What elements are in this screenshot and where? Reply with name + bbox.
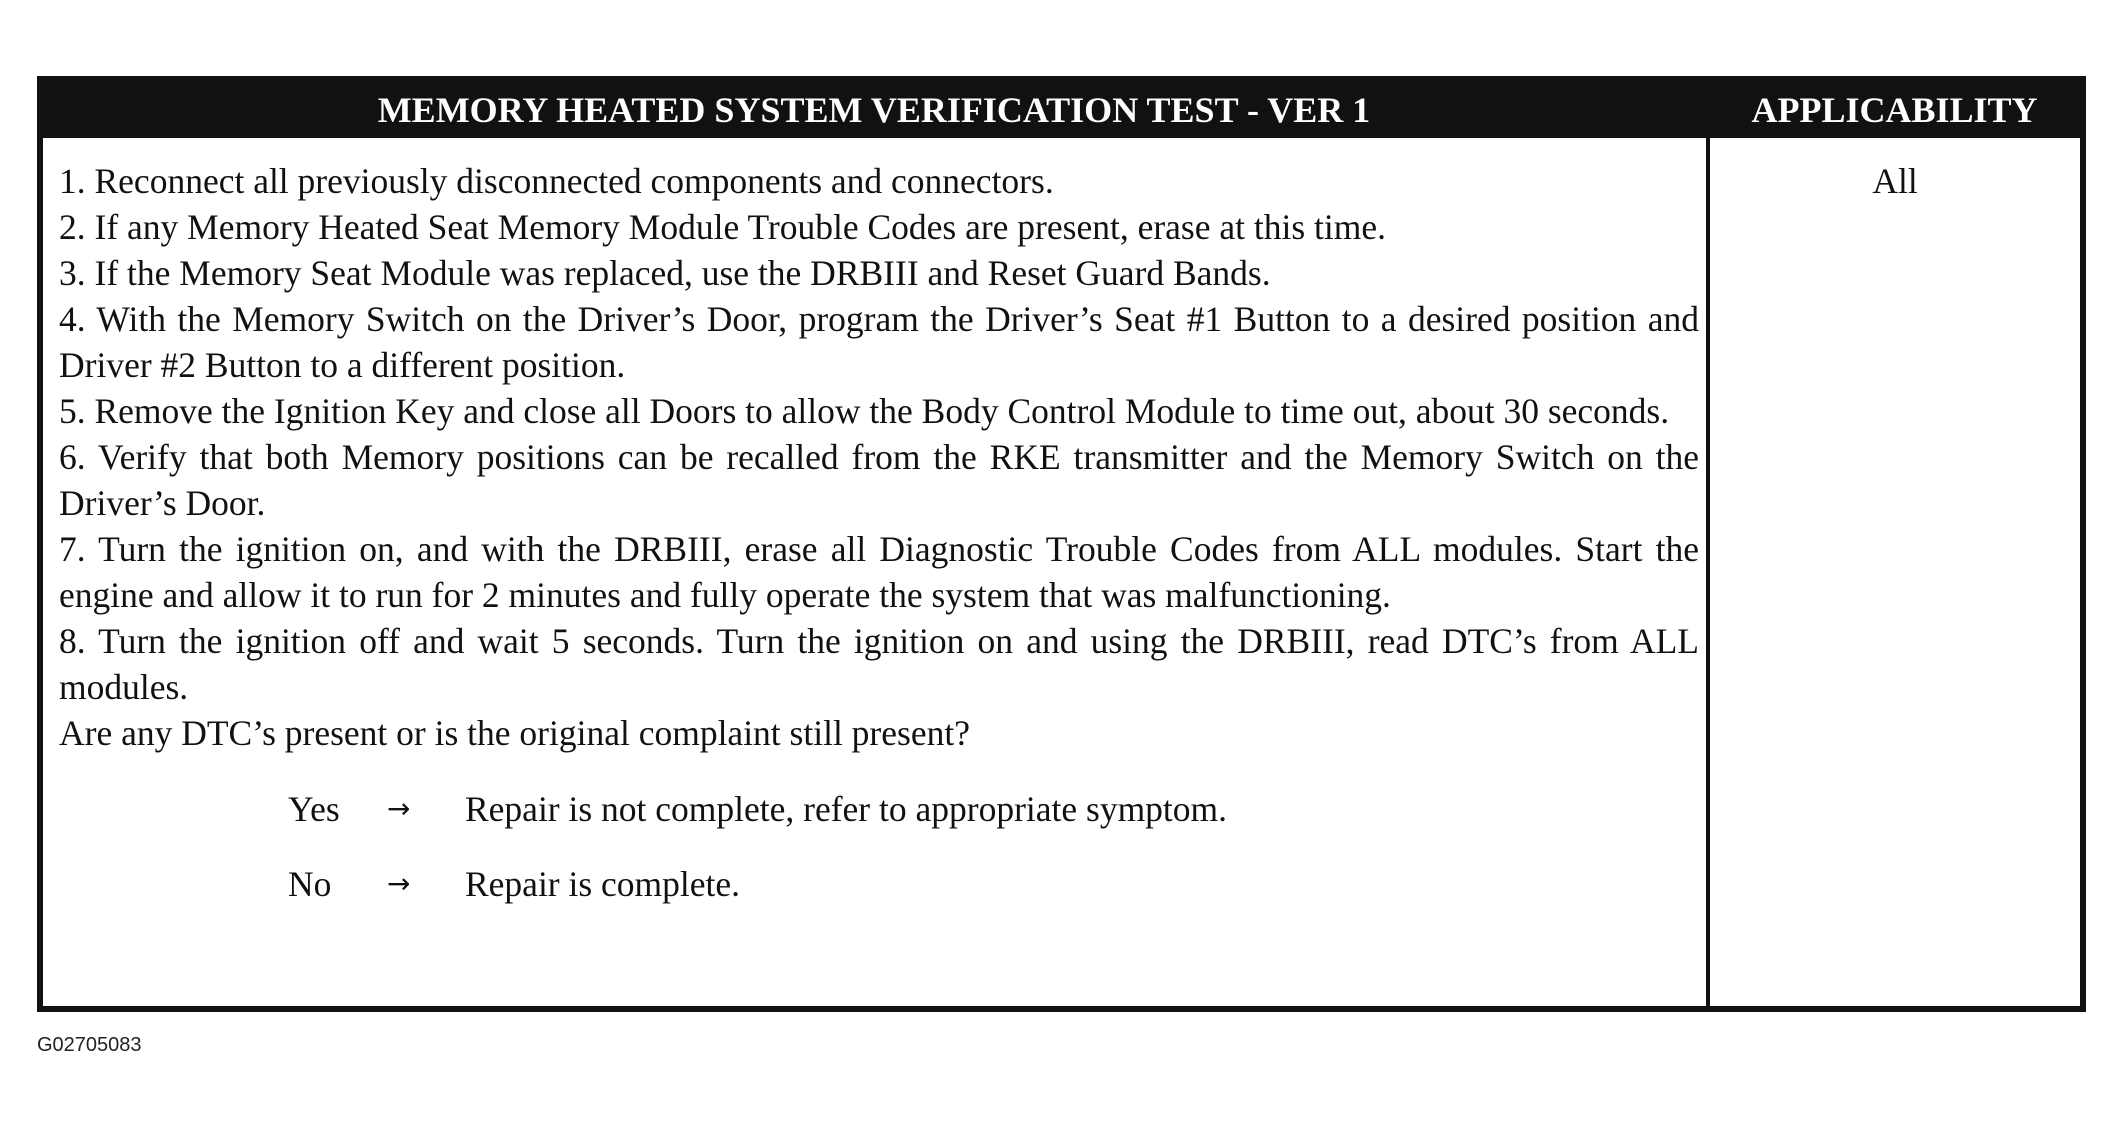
answer-yes-text: Repair is not complete, refer to appropriate symptom. — [465, 789, 1228, 829]
applicability-value: All — [1872, 161, 1918, 201]
table-header — [43, 82, 2080, 138]
step-6: 6. Verify that both Memory positions can be recalled from the RKE transmitter and the Memory Switch on the Driver’s Door. — [59, 437, 1699, 523]
step-3: 3. If the Memory Seat Module was replaced, use the DRBIII and Reset Guard Bands. — [59, 253, 1271, 293]
arrow-right-icon: → — [387, 792, 411, 825]
column-divider — [1706, 138, 1710, 1006]
test-question: Are any DTC’s present or is the original complaint still present? — [59, 713, 970, 753]
step-5: 5. Remove the Ignition Key and close all Doors to allow the Body Control Module to time out, about 30 seconds. — [59, 391, 1670, 431]
answer-no-label: No — [288, 864, 332, 904]
verification-test-table — [37, 76, 2086, 1012]
answer-no — [59, 861, 1699, 907]
step-1: 1. Reconnect all previously disconnected components and connectors. — [59, 161, 1054, 201]
step-7: 7. Turn the ignition on, and with the DRBIII, erase all Diagnostic Trouble Codes from ALL modules. Start the engine and allow it to run for 2 minutes and fully operate the system that was malfunctioning. — [59, 529, 1699, 615]
step-2: 2. If any Memory Heated Seat Memory Module Trouble Codes are present, erase at this time. — [59, 207, 1386, 247]
step-4: 4. With the Memory Switch on the Driver’s Door, program the Driver’s Seat #1 Button to a desired position and Driver #2 Button to a different position. — [59, 299, 1699, 385]
answer-yes-label: Yes — [288, 789, 340, 829]
procedure-steps — [59, 158, 1699, 907]
table-title: MEMORY HEATED SYSTEM VERIFICATION TEST - VER 1 — [377, 90, 1371, 130]
figure-id: G02705083 — [37, 1034, 142, 1056]
answer-no-text: Repair is complete. — [465, 864, 741, 904]
answer-yes — [59, 786, 1699, 832]
step-8: 8. Turn the ignition off and wait 5 seconds. Turn the ignition on and using the DRBIII, read DTC’s from ALL modules. — [59, 621, 1699, 707]
arrow-right-icon: → — [387, 867, 411, 900]
applicability-header: APPLICABILITY — [1751, 90, 2038, 130]
